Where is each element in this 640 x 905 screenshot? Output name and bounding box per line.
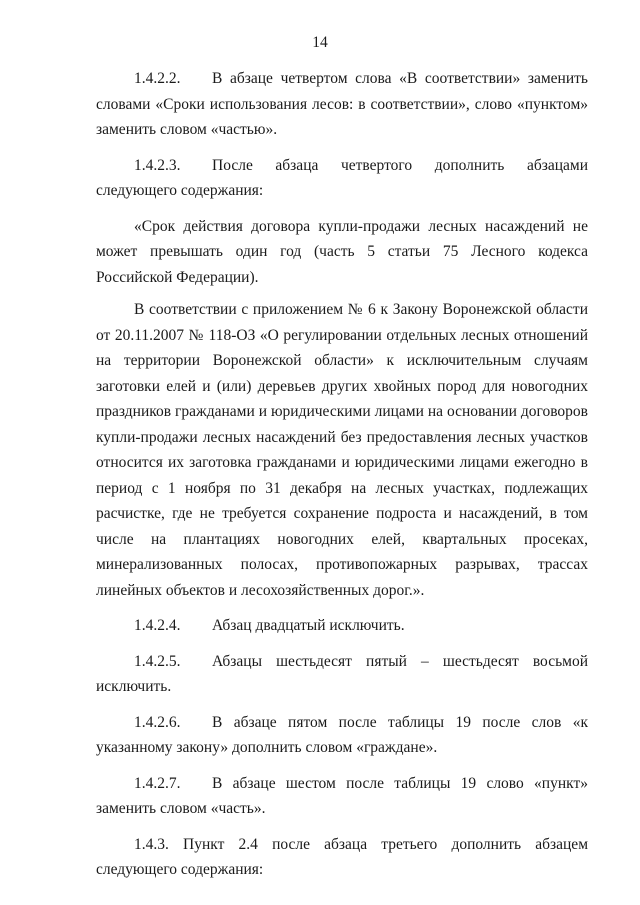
clause-number: 1.4.2.3. — [134, 156, 181, 174]
paragraph-1-4-2-7 — [96, 771, 588, 822]
clause-number: 1.4.2.2. — [134, 70, 181, 87]
paragraph-text: В абзаце пятом после таблицы 19 после слов «к указанному закону» дополнить словом «граждане». — [96, 713, 588, 756]
paragraph-quote-term — [96, 214, 588, 291]
page-number: 14 — [312, 34, 328, 51]
clause-number: 1.4.2.7. — [134, 774, 181, 792]
paragraph-1-4-3 — [96, 832, 588, 883]
paragraph-text: Абзац двадцатый исключить. — [212, 617, 405, 634]
document-body — [96, 66, 588, 890]
paragraph-1-4-2-3 — [96, 153, 588, 204]
paragraph-1-4-2-6 — [96, 710, 588, 761]
paragraph-1-4-2-4 — [96, 613, 588, 639]
paragraph-1-4-2-2 — [96, 66, 588, 143]
paragraph-text: «Срок действия договора купли-продажи лесных насаждений не может превышать один год (часть 5 статьи 75 Лесного кодекса Российской Федерации). — [96, 217, 588, 286]
clause-number: 1.4.2.4. — [134, 617, 181, 634]
paragraph-text: В абзаце четвертом слова «В соответствии» заменить словами «Сроки использования лесов: в соответствии», слово «пунктом» заменить словом «частью». — [96, 70, 588, 138]
paragraph-text: Абзацы шестьдесят пятый – шестьдесят восьмой исключить. — [96, 652, 588, 695]
paragraph-text: После абзаца четвертого дополнить абзацами следующего содержания: — [96, 156, 588, 199]
paragraph-text: 1.4.3. Пункт 2.4 после абзаца третьего дополнить абзацем следующего содержания: — [96, 835, 588, 878]
paragraph-1-4-2-5 — [96, 649, 588, 700]
paragraph-text: В соответствии с приложением № 6 к Закону Воронежской области от 20.11.2007 № 118-ОЗ «О регулировании отдельных лесных отношений на территории Воронежской области» к исключительным случаям заготовки елей и (или) деревьев других хвойных пород для новогодних праздников гражданами и юридическими лицами на основании договоров купли-продажи лесных насаждений без предоставления лесных участков относится их заготовка гражданами и юридическими лицами ежегодно в период с 1 ноября по 31 декабря на лесных участках, подлежащих расчистке, где не требуется сохранение подроста и насаждений, в том числе на плантациях новогодних елей, квартальных просеках, минерализованных полосах, противопожарных разрывах, трассах линейных объектов и лесохозяйственных дорог.». — [96, 301, 588, 599]
paragraph-text: В абзаце шестом после таблицы 19 слово «пункт» заменить словом «часть». — [96, 774, 588, 817]
clause-number: 1.4.2.5. — [134, 652, 181, 670]
paragraph-quote-law — [96, 297, 588, 603]
clause-number: 1.4.2.6. — [134, 713, 181, 731]
